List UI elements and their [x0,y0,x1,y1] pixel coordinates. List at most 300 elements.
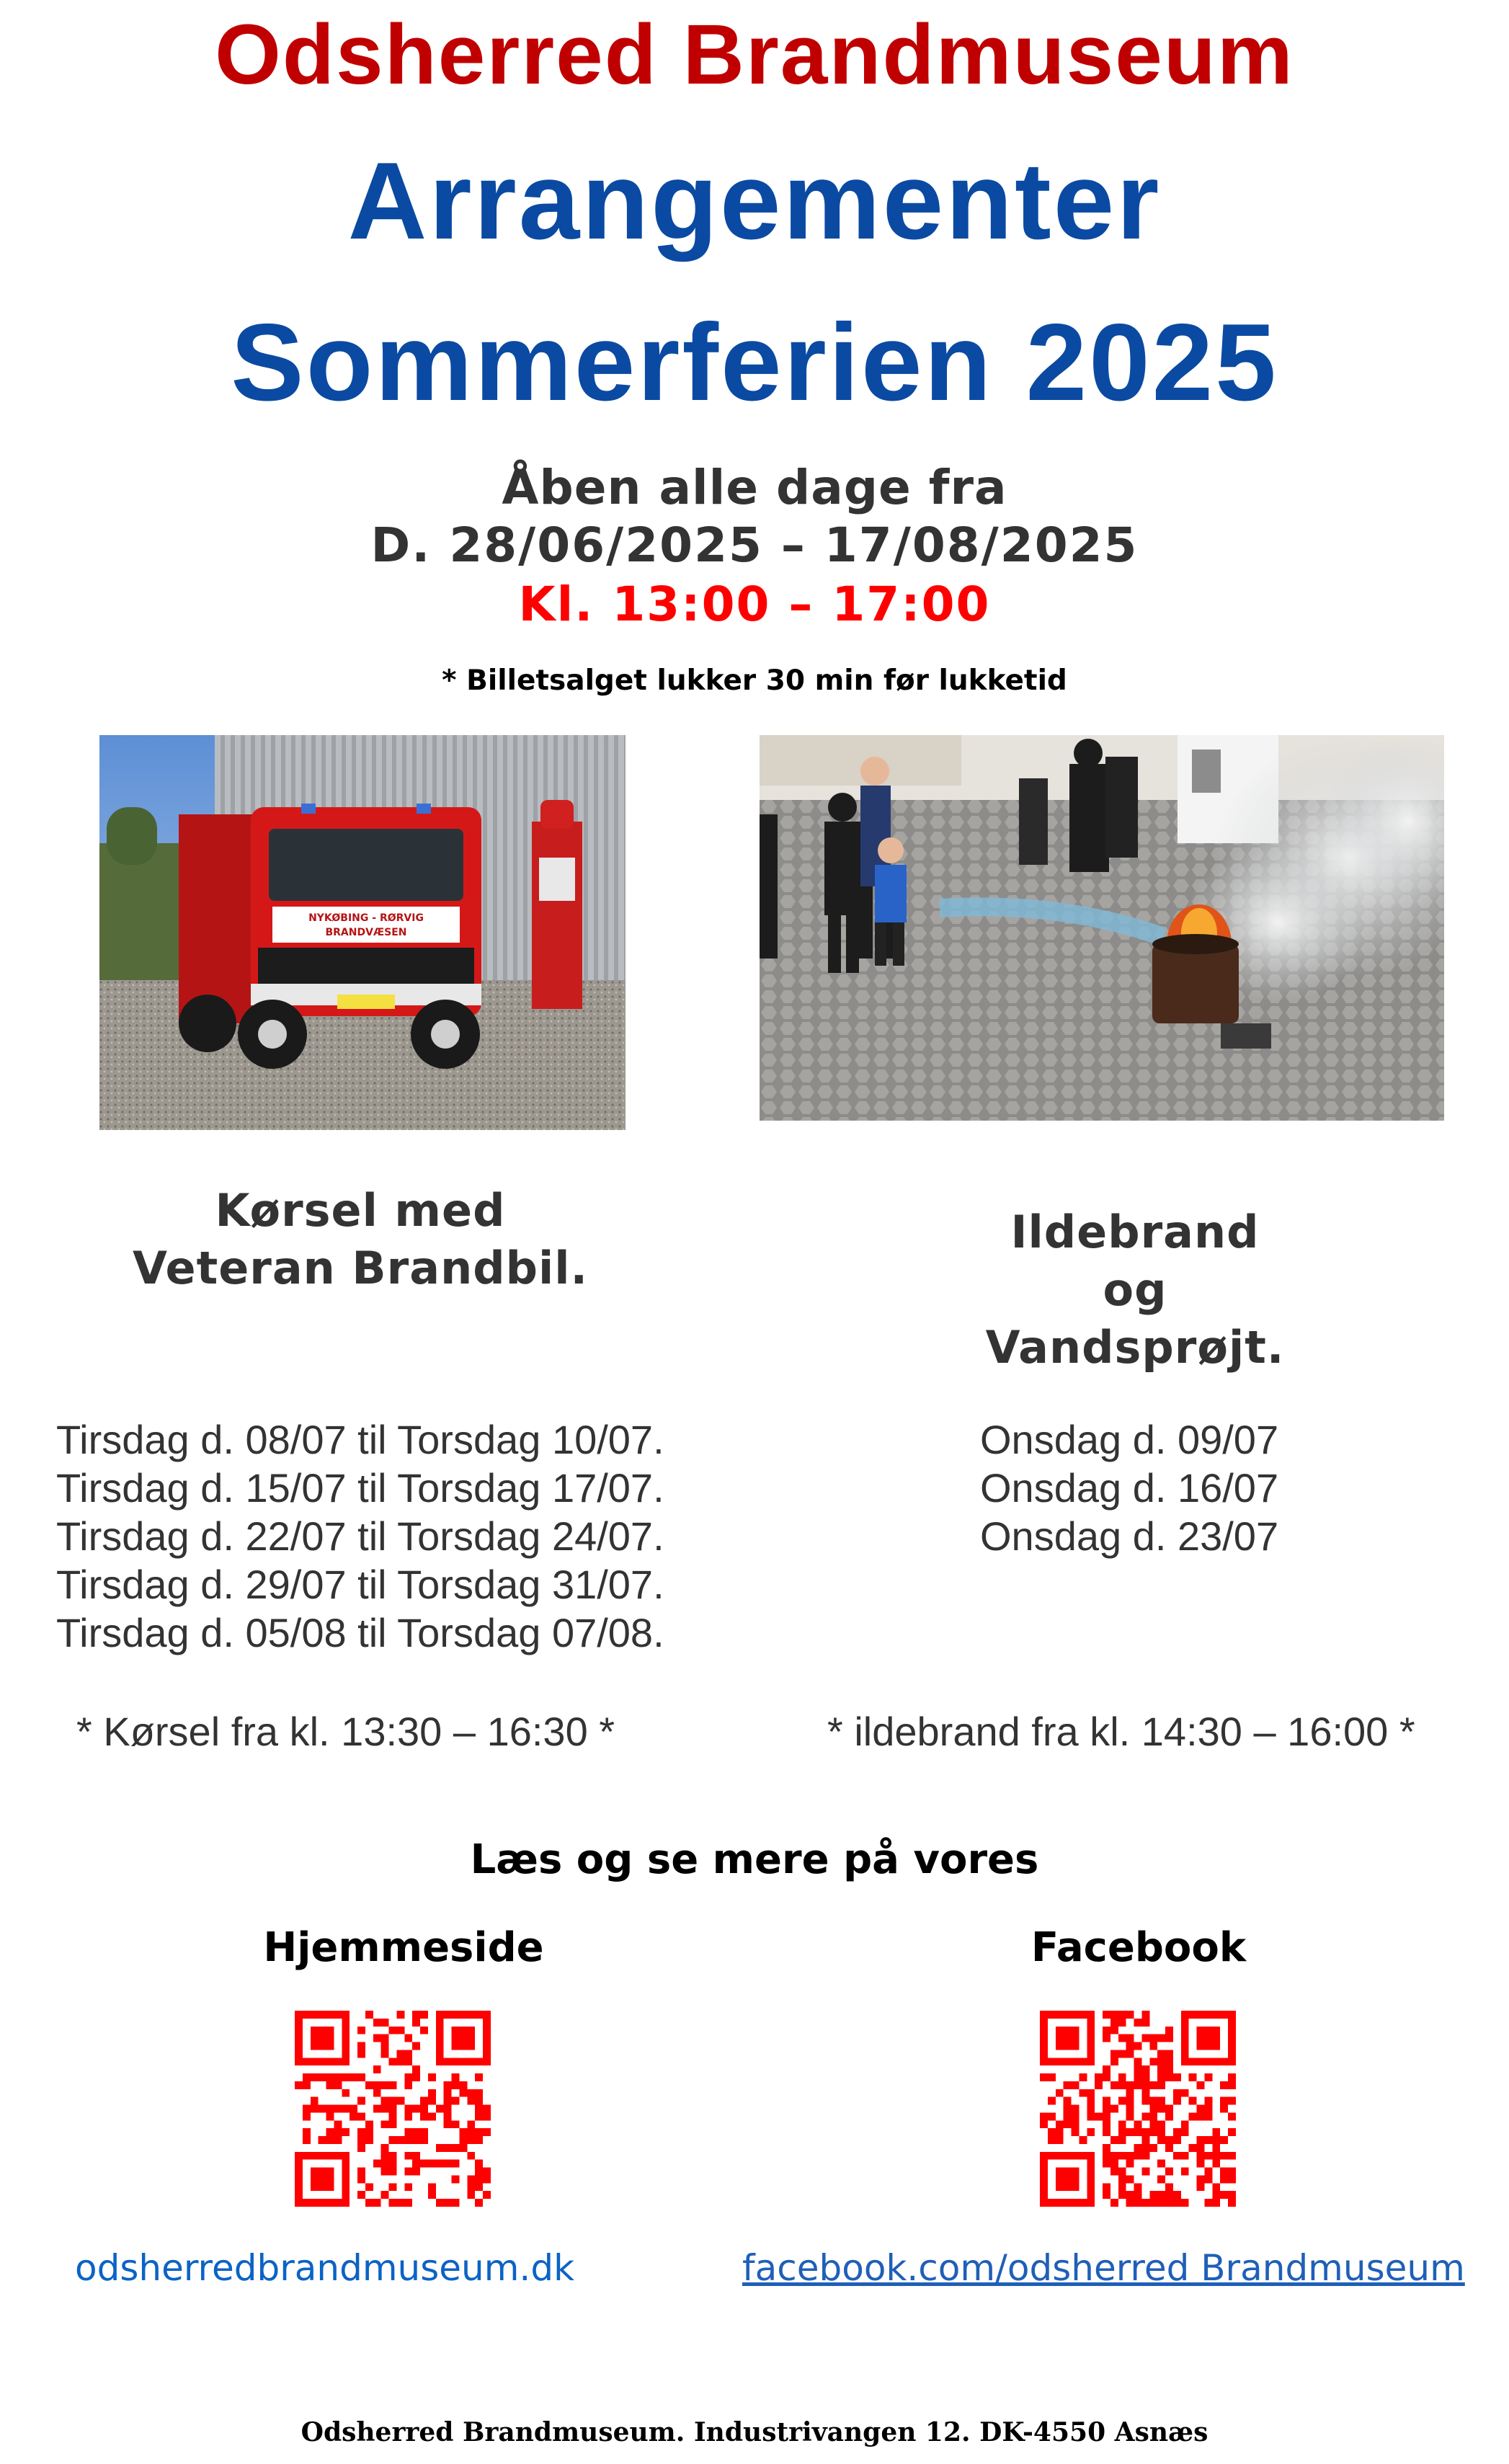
qr-module [1228,2191,1236,2199]
qr-module [357,2168,365,2176]
qr-module [1157,2034,1165,2042]
qr-module [1197,2136,1205,2144]
qr-module [428,2183,436,2191]
qr-module [326,2128,334,2136]
qr-module [475,2168,483,2176]
qr-module [1103,2183,1110,2191]
fire-demo-time-note: * ildebrand fra kl. 14:30 – 16:00 * [827,1709,1415,1754]
qr-module [1197,2027,1221,2050]
qr-module [1220,2152,1228,2160]
qr-module [389,2027,397,2034]
qr-module [1126,2034,1134,2042]
qr-module [1157,2136,1165,2144]
qr-module [1165,2065,1173,2073]
qr-module [1126,2152,1134,2160]
qr-module [444,2105,452,2113]
qr-module [1056,2027,1080,2050]
event-heading-fire-demo [908,1204,1362,1376]
qr-module [1103,2120,1110,2128]
qr-module [1204,2152,1212,2160]
date-item: Onsdag d. 16/07 [980,1465,1279,1511]
qr-module [1126,2105,1134,2113]
qr-module [334,2136,342,2144]
qr-module [342,2128,350,2136]
qr-module [389,2152,397,2160]
qr-module [404,2058,412,2065]
qr-module [459,2128,467,2136]
qr-module [342,2073,350,2081]
qr-module [1126,2011,1134,2019]
qr-module [1165,2073,1173,2081]
qr-module [1056,2128,1064,2136]
qr-module [389,2120,397,2128]
qr-module [1228,2199,1236,2207]
qr-module [1228,2152,1236,2160]
qr-module [326,2073,334,2081]
svg-text:NYKØBING - RØRVIG: NYKØBING - RØRVIG [308,912,424,924]
qr-module [1110,2152,1118,2160]
facebook-link[interactable]: facebook.com/odsherred Brandmuseum [742,2247,1465,2289]
qr-module [1181,2168,1189,2176]
qr-module [1095,2081,1103,2089]
qr-module [467,2089,475,2097]
qr-module [1118,2011,1126,2019]
qr-module [1149,2112,1157,2120]
qr-module [475,2160,483,2168]
qr-module [404,2136,412,2144]
qr-module [1212,2183,1220,2191]
qr-module [1157,2128,1165,2136]
qr-module [1134,2065,1142,2073]
svg-text:BRANDVÆSEN: BRANDVÆSEN [325,927,407,938]
qr-module [381,2050,389,2058]
qr-module [365,2081,373,2089]
qr-module [404,2128,412,2136]
qr-module [1072,2112,1080,2120]
firetruck-photo [99,735,626,1130]
qr-module [1103,2191,1110,2199]
qr-module [1157,2191,1165,2199]
qr-module [1134,2081,1142,2089]
qr-module [1173,2089,1181,2097]
qr-module [1220,2175,1228,2183]
qr-module [436,2144,444,2152]
qr-module [1110,2050,1118,2058]
qr-module [1204,2097,1212,2105]
facebook-qr-code[interactable] [1040,2011,1236,2207]
qr-module [1165,2136,1173,2144]
qr-module [389,2058,397,2065]
qr-module [1228,2175,1236,2183]
qr-module [1173,2073,1181,2081]
qr-module [404,2081,412,2089]
qr-module [1189,2144,1197,2152]
qr-module [483,2105,491,2113]
qr-module [373,2034,381,2042]
qr-module [1165,2058,1173,2065]
qr-module [436,2199,444,2207]
qr-module [452,2027,476,2050]
date-item: Tirsdag d. 22/07 til Torsdag 24/07. [56,1513,664,1559]
qr-module [1126,2191,1134,2199]
qr-module [342,2105,350,2113]
qr-module [1134,2191,1142,2199]
qr-module [326,2105,334,2113]
main-title-line-1: Arrangementer [347,140,1162,262]
qr-module [326,2081,334,2089]
qr-module [1220,2081,1228,2089]
firetruck-ride-time-note: * Kørsel fra kl. 13:30 – 16:30 * [76,1709,615,1754]
qr-module [404,2105,412,2113]
qr-module [381,2160,389,2168]
qr-module [389,2105,397,2113]
qr-module [1157,2065,1165,2073]
qr-module [436,2105,444,2113]
qr-module [1087,2105,1095,2113]
qr-module [1228,2073,1236,2081]
qr-module [365,2199,373,2207]
qr-module [396,2011,404,2019]
qr-module [1103,2065,1110,2073]
qr-module [1103,2160,1110,2168]
qr-module [1134,2199,1142,2207]
qr-module [1197,2144,1205,2152]
qr-module [444,2144,452,2152]
qr-module [357,2191,365,2199]
qr-module [412,2128,420,2136]
qr-module [1141,2073,1149,2081]
qr-module [1149,2081,1157,2089]
qr-module [1173,2097,1181,2105]
qr-module [1064,2105,1072,2113]
qr-module [1197,2175,1205,2183]
qr-module [303,2136,311,2144]
qr-module [475,2183,483,2191]
qr-module [365,2183,373,2191]
qr-module [373,2105,381,2113]
qr-module [412,2042,420,2050]
qr-module [1173,2199,1181,2207]
qr-module [1165,2112,1173,2120]
qr-module [1204,2199,1212,2207]
qr-module [1228,2112,1236,2120]
qr-module [1157,2058,1165,2065]
qr-module [1118,2128,1126,2136]
qr-module [1126,2081,1134,2089]
qr-module [389,2183,397,2191]
qr-module [381,2019,389,2027]
qr-module [467,2128,475,2136]
qr-module [1134,2042,1142,2050]
qr-module [1157,2097,1165,2105]
qr-module [1149,2191,1157,2199]
qr-module [452,2120,460,2128]
qr-module [412,2152,420,2160]
qr-module [412,2136,420,2144]
qr-module [373,2160,381,2168]
qr-module [381,2042,389,2050]
qr-module [452,2160,460,2168]
qr-module [1157,2175,1165,2183]
date-item: Onsdag d. 23/07 [980,1513,1279,1559]
qr-module [1134,2058,1142,2065]
qr-module [334,2120,342,2128]
qr-module [1181,2199,1189,2207]
qr-module [1212,2144,1220,2152]
qr-module [428,2191,436,2199]
qr-module [436,2160,444,2168]
qr-module [1126,2112,1134,2120]
qr-module [459,2136,467,2144]
qr-module [412,2105,420,2113]
qr-module [381,2168,389,2176]
qr-module [1220,2097,1228,2105]
qr-module [1126,2199,1134,2207]
qr-module [1072,2128,1080,2136]
qr-module [1228,2097,1236,2105]
qr-module [1228,2081,1236,2089]
qr-module [1220,2136,1228,2144]
qr-module [1165,2183,1173,2191]
qr-module [381,2081,389,2089]
qr-module [475,2199,483,2207]
qr-module [428,2089,436,2097]
qr-module [1149,2034,1157,2042]
qr-module [483,2112,491,2120]
qr-module [1197,2183,1205,2191]
qr-module [1157,2105,1165,2113]
qr-module [1141,2011,1149,2019]
qr-module [1087,2097,1095,2105]
qr-module [1181,2152,1189,2160]
qr-module [1141,2152,1149,2160]
qr-module [475,2105,483,2113]
qr-module [412,2011,420,2019]
qr-module [373,2065,381,2073]
qr-module [459,2081,467,2089]
qr-module [428,2160,436,2168]
opening-line: Åben alle dage fra [502,460,1007,515]
qr-module [357,2128,365,2136]
qr-module [1165,2144,1173,2152]
qr-module [1157,2081,1165,2089]
qr-module [1103,2128,1110,2136]
qr-module [1056,2089,1064,2097]
qr-module [1110,2011,1118,2019]
qr-module [412,2168,420,2176]
qr-module [1173,2136,1181,2144]
qr-module [1212,2191,1220,2199]
date-item: Tirsdag d. 15/07 til Torsdag 17/07. [56,1465,664,1511]
qr-module [1212,2136,1220,2144]
qr-module [1118,2120,1126,2128]
qr-module [1110,2199,1118,2207]
qr-module [1165,2050,1173,2058]
qr-module [381,2120,389,2128]
qr-module [1197,2105,1205,2113]
qr-module [381,2034,389,2042]
qr-module [467,2175,475,2183]
qr-module [1110,2027,1118,2034]
qr-module [404,2050,412,2058]
qr-module [1204,2073,1212,2081]
qr-module [452,2144,460,2152]
qr-module [381,2105,389,2113]
qr-module [357,2144,365,2152]
qr-module [1126,2097,1134,2105]
qr-module [1212,2199,1220,2207]
qr-module [1181,2128,1189,2136]
date-item: Onsdag d. 09/07 [980,1417,1279,1462]
qr-module [1064,2112,1072,2120]
qr-module [1118,2097,1126,2105]
qr-module [357,2175,365,2183]
qr-module [1141,2034,1149,2042]
qr-module [303,2105,311,2113]
qr-module [381,2097,389,2105]
qr-module [1110,2058,1118,2065]
qr-module [334,2073,342,2081]
qr-module [1149,2097,1157,2105]
qr-module [1204,2175,1212,2183]
qr-module [389,2112,397,2120]
date-item: Tirsdag d. 08/07 til Torsdag 10/07. [56,1417,664,1462]
qr-module [350,2073,357,2081]
qr-module [381,2191,389,2199]
qr-module [1064,2097,1072,2105]
qr-module [1197,2081,1205,2089]
qr-module [1157,2199,1165,2207]
opening-date-range: D. 28/06/2025 – 17/08/2025 [370,517,1139,573]
qr-module [1064,2081,1072,2089]
qr-module [1095,2073,1103,2081]
qr-module [1212,2128,1220,2136]
date-item: Tirsdag d. 05/08 til Torsdag 07/08. [56,1610,664,1655]
qr-module [1134,2144,1142,2152]
qr-module [1181,2120,1189,2128]
qr-module [420,2112,428,2120]
qr-module [1149,2105,1157,2113]
qr-module [1189,2073,1197,2081]
event-heading-line: Veteran Brandbil. [132,1242,589,1294]
qr-module [1087,2128,1095,2136]
qr-module [1126,2128,1134,2136]
qr-module [1149,2199,1157,2207]
homepage-link[interactable]: odsherredbrandmuseum.dk [75,2247,575,2289]
qr-module [1165,2168,1173,2176]
qr-module [1197,2112,1205,2120]
qr-module [295,2081,303,2089]
qr-module [444,2081,452,2089]
qr-module [319,2136,326,2144]
qr-module [1118,2081,1126,2089]
qr-module [1103,2105,1110,2113]
qr-module [1072,2105,1080,2113]
qr-module [1173,2191,1181,2199]
qr-module [311,2073,319,2081]
qr-module [1118,2019,1126,2027]
qr-module [1204,2105,1212,2113]
qr-module [303,2128,311,2136]
qr-module [452,2097,460,2105]
qr-module [444,2112,452,2120]
footer-address: Odsherred Brandmuseum. Industrivangen 12. DK-4550 Asnæs [301,2417,1208,2447]
event-heading-line: Vandsprøjt. [985,1321,1285,1374]
qr-module [1141,2168,1149,2176]
qr-module [428,2112,436,2120]
qr-module [389,2136,397,2144]
event-heading-line: Ildebrand [1010,1206,1260,1258]
qr-module [459,2089,467,2097]
qr-module [444,2120,452,2128]
qr-module [483,2128,491,2136]
qr-module [428,2073,436,2081]
qr-module [1110,2160,1118,2168]
qr-module [396,2027,404,2034]
qr-module [1103,2144,1110,2152]
qr-module [350,2112,357,2120]
qr-module [1165,2105,1173,2113]
qr-module [1056,2168,1080,2192]
qr-module [1134,2019,1142,2027]
qr-module [396,2058,404,2065]
qr-module [1110,2019,1118,2027]
qr-module [1212,2160,1220,2168]
qr-module [1189,2097,1197,2105]
qr-module [373,2089,381,2097]
fire-extinguishing-demo-photo [760,735,1444,1121]
qr-module [303,2112,311,2120]
qr-module [357,2097,365,2105]
qr-module [1181,2089,1189,2097]
qr-module [396,2050,404,2058]
qr-module [459,2144,467,2152]
qr-module [1079,2136,1087,2144]
qr-module [420,2027,428,2034]
qr-module [467,2136,475,2144]
qr-module [1110,2168,1118,2176]
qr-module [452,2073,460,2081]
qr-module [1126,2042,1134,2050]
qr-module [1048,2136,1056,2144]
qr-module [1165,2199,1173,2207]
event-heading-line: Kørsel med [215,1184,506,1237]
qr-module [1103,2011,1110,2019]
qr-module [1141,2089,1149,2097]
qr-module [350,2105,357,2113]
qr-module [396,2199,404,2207]
qr-module [444,2160,452,2168]
qr-module [467,2152,475,2160]
qr-module [420,2011,428,2019]
qr-module [365,2128,373,2136]
qr-module [1103,2097,1110,2105]
qr-module [389,2168,397,2176]
ticket-note: * Billetsalget lukker 30 min før lukketid [442,664,1067,697]
qr-module [404,2112,412,2120]
fire-demo-dates [980,1415,1278,1560]
homepage-qr-code[interactable] [295,2011,491,2207]
qr-module [357,2042,365,2050]
qr-module [467,2120,475,2128]
qr-module [1220,2168,1228,2176]
qr-module [1149,2042,1157,2050]
qr-module [444,2199,452,2207]
facebook-label: Facebook [1031,1924,1247,1971]
qr-module [1040,2112,1048,2120]
qr-module [452,2081,460,2089]
qr-module [420,2097,428,2105]
